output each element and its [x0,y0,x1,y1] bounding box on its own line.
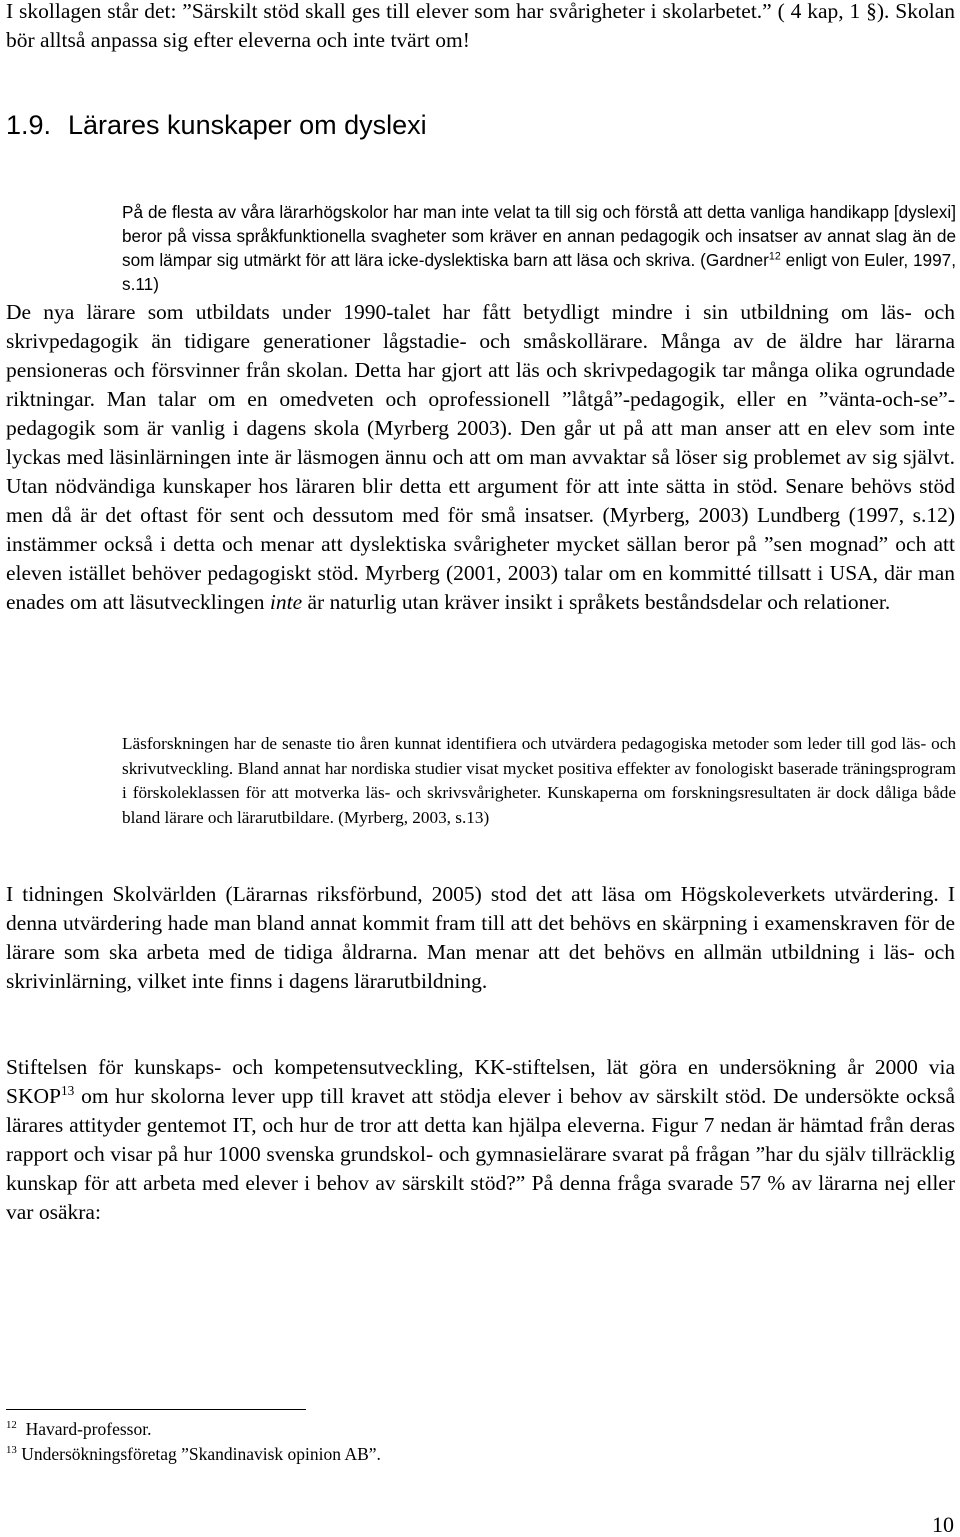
body-paragraph-teachers [6,298,955,617]
section-title: Lärares kunskaper om dyslexi [68,110,427,140]
body-paragraph-skolvarlden: I tidningen Skolvärlden (Lärarnas riksförbund, 2005) stod det att läsa om Högskoleverkets utvärdering. I denna utvärdering hade man bland annat kommit fram till att det behövs en skärpning i examenskraven för de lärare som ska arbeta med de tidiga åldrarna. Man menar att det behövs en allmän utbildning i läs- och skrivinlärning, vilket inte finns i dagens lärarutbildning. [6,882,955,993]
emphasized-word: inte [269,590,303,614]
footnote-ref-13[interactable]: 13 [60,1082,75,1098]
footnote-separator [6,1409,306,1410]
footnote-13 [6,1443,381,1465]
quote-citation: enligt von Euler, 1997, s.11) [122,250,956,294]
section-number: 1.9. [6,110,52,140]
quote-text: På de flesta av våra lärarhögskolor har man inte velat ta till sig och förstå att detta vanliga handikapp [dyslexi] beror på vissa språkfunktionella svagheter som kräver en annan pedagogik och insatser av annat slag än de som lämpar sig utmärkt för att lära icke-dyslektiska barn att läsa och skriva. (Gardner [122,202,956,270]
paragraph-text-end: om hur skolorna lever upp till kravet att stödja elever i behov av särskilt stöd. De undersökte också lärares attityder gentemot IT, och hur de tror att detta kan hjälpa eleverna. Figur 7 nedan är hämtad från deras rapport och visar på hur 1000 svenska grundskol- och gymnasielärare svarat på frågan ”har du själv tillräcklig kunskap för att arbeta med elever i behov av särskilt stöd?” På denna fråga svarade 57 % av lärarna nej eller var osäkra: [6,1084,955,1224]
footnote-ref-12[interactable]: 12 [768,250,781,263]
block-quote-gardner [122,200,956,296]
footnote-number: 13 [6,1444,17,1457]
footnote-text: Havard-professor. [25,1419,152,1439]
footnote-text: Undersökningsföretag ”Skandinavisk opinion AB”. [21,1444,381,1464]
paragraph-text: De nya lärare som utbildats under 1990-talet har fått betydligt mindre i sin utbildning om läs- och skrivpedagogik än tidigare generationer lågstadie- och småskollärare. Många av de äldre har lärarna pensioneras och försvinner från skolan. Detta har gjort att läs och skrivpedagogik tar många olika ogrundade riktningar. Man talar om en omedveten och oprofessionell ”låtgå”-pedagogik, eller en ”vänta-och-se”-pedagogik som är vanlig i dagens skola (Myrberg 2003). Den går ut på att man anser att en elev som inte lyckas med läsinlärningen inte är läsmogen ännu och att om man avvaktar så löser sig problemet av sig självt. Utan nödvändiga kunskaper hos läraren blir detta ett argument för att inte sätta in stöd. Senare behövs stöd men då är det oftast för sent och dessutom med för små insatser. (Myrberg, 2003) Lundberg (1997, s.12) instämmer också i detta och menar att dyslektiska svårigheter mycket sällan beror på ”sen mognad” och att eleven istället behöver pedagogiskt stöd. Myrberg (2001, 2003) talar om en kommitté tillsatt i USA, där man enades om att läsutvecklingen [6,300,955,614]
intro-paragraph: I skollagen står det: ”Särskilt stöd skall ges till elever som har svårigheter i skolarbetet.” ( 4 kap, 1 §). Skolan bör alltså anpassa sig efter eleverna och inte tvärt om! [6,0,955,52]
paragraph-text-end: är naturlig utan kräver insikt i språkets beståndsdelar och relationer. [302,590,891,614]
body-paragraph-kk-stiftelsen [6,1053,955,1227]
block-quote-myrberg: Läsforskningen har de senaste tio åren kunnat identifiera och utvärdera pedagogiska metoder som leder till god läs- och skrivutveckling. Bland annat har nordiska studier visat mycket positiva effekter av fonologiskt baserade träningsprogram i förskoleklassen för att motverka läs- och skrivsvårigheter. Kunskaperna om forskningsresultaten är dock dåliga både bland lärare och lärarutbildare. (Myrberg, 2003, s.13) [122,734,956,827]
footnote-12 [6,1418,151,1440]
footnote-number: 12 [6,1419,17,1432]
section-heading [6,108,427,142]
paragraph-text: Stiftelsen för kunskaps- och kompetensutveckling, KK-stiftelsen, lät göra en undersökning år 2000 via SKOP [6,1055,955,1108]
page-number: 10 [932,1512,954,1537]
